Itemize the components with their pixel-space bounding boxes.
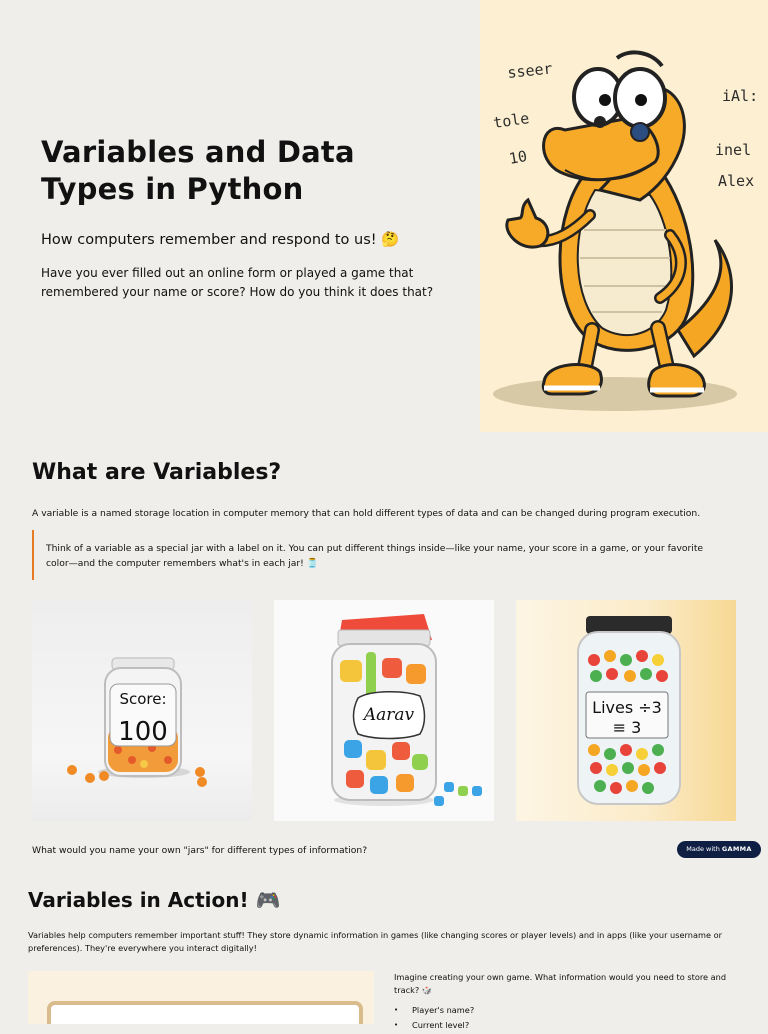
float-word: Alex	[718, 172, 755, 190]
made-with-gamma-badge[interactable]	[677, 841, 761, 858]
float-word: 10	[507, 147, 529, 168]
variable-definition: A variable is a named storage location in computer memory that can hold different types of data and can be changed during program execution.	[32, 508, 701, 519]
game-info-list	[394, 1004, 474, 1034]
game-screen-image	[28, 971, 374, 1024]
jar-label-line2: ≡ 3	[612, 718, 642, 737]
float-word: inel	[715, 141, 752, 159]
lives-jar-image	[516, 600, 736, 821]
jar-naming-question: What would you name your own "jars" for different types of information?	[32, 845, 368, 856]
float-word: iAl:	[722, 87, 759, 105]
action-paragraph: Variables help computers remember important stuff! They store dynamic information in games (like changing scores or player levels) and in apps (like your username or preferences). They're everywhere you interact digitally!	[28, 930, 722, 953]
gamma-logo: GAMMA	[721, 845, 752, 853]
page-title: Variables and Data Types in Python	[41, 135, 355, 206]
python-mascot-illustration	[480, 0, 768, 432]
float-word: sseer	[506, 59, 554, 82]
float-word: tole	[492, 109, 531, 132]
page-subtitle: How computers remember and respond to us! 🤔	[41, 232, 400, 248]
jar-analogy-callout: Think of a variable as a special jar with a label on it. You can put different things inside—like your name, your score in a game, or your favorite color—and the computer remembers what's in each jar! 🫙	[32, 530, 722, 580]
intro-paragraph: Have you ever filled out an online form or played a game that remembered your name or score? How do you think it does that?	[41, 266, 434, 299]
jar-label-line1: Score:	[119, 690, 167, 708]
game-prompt: Imagine creating your own game. What information would you need to store and track? 🎲	[394, 972, 727, 995]
section-title-variables: What are Variables?	[32, 460, 282, 485]
game-frame	[47, 1001, 363, 1024]
name-jar-image	[274, 600, 494, 821]
jar-label-line1: Lives ÷3	[592, 698, 662, 717]
hero-slide	[0, 0, 768, 432]
list-item: • Current level?	[394, 1019, 474, 1032]
jar-label-line1: Aarav	[363, 705, 415, 725]
section-title-action: Variables in Action! 🎮	[28, 888, 281, 912]
list-item: • Player's name?	[394, 1004, 474, 1017]
snake-mascot-image	[480, 0, 768, 432]
score-jar-image	[32, 600, 252, 821]
badge-prefix: Made with	[686, 845, 720, 853]
jar-label-line2: 100	[118, 717, 168, 747]
